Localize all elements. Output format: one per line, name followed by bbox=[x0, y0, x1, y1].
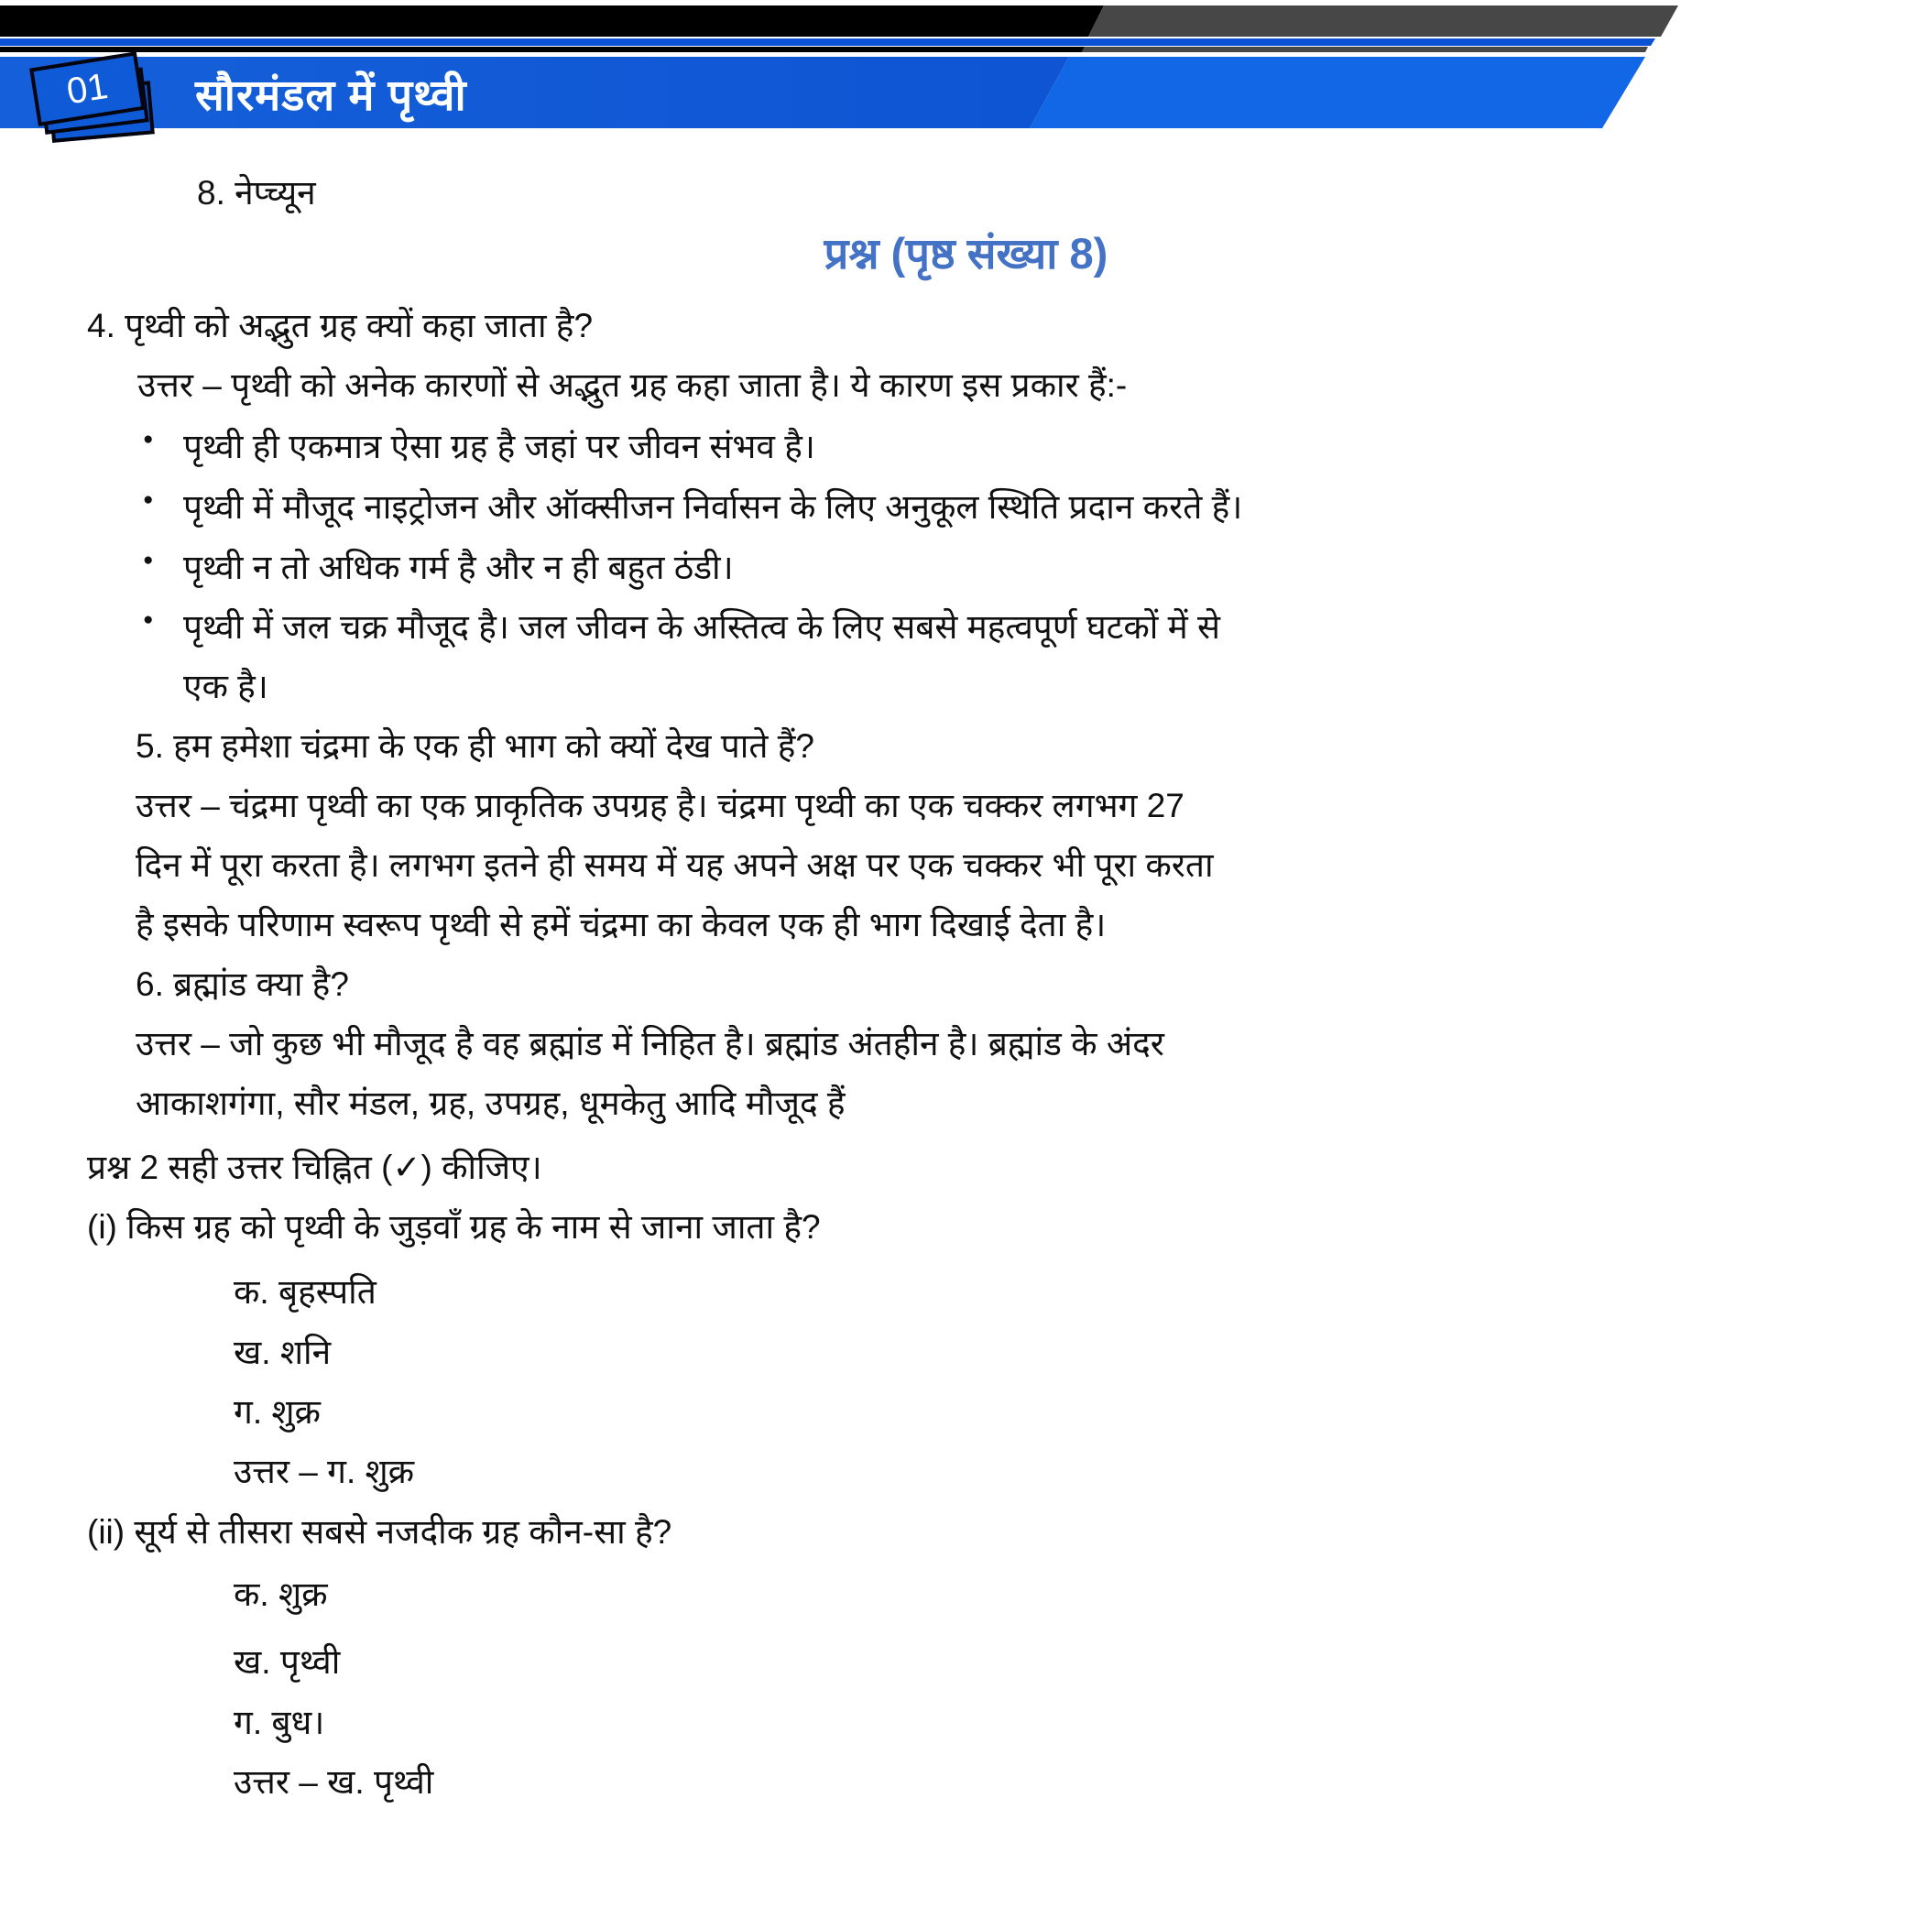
question-4: 4. पृथ्वी को अद्भुत ग्रह क्यों कहा जाता है? bbox=[87, 307, 594, 344]
question-6: 6. ब्रह्मांड क्या है? bbox=[136, 965, 349, 1003]
answer-6-line: उत्तर – जो कुछ भी मौजूद है वह ब्रह्मांड में निहित है। ब्रह्मांड अंतहीन है। ब्रह्मांड के अंदर bbox=[136, 1025, 1164, 1062]
option-ii-a: क. शुक्र bbox=[234, 1575, 328, 1613]
answer-6-line: आकाशगंगा, सौर मंडल, ग्रह, उपग्रह, धूमकेतु आदि मौजूद हैं bbox=[136, 1084, 846, 1122]
header-top-bar bbox=[0, 5, 1686, 37]
option-i-c: ग. शुक्र bbox=[234, 1393, 321, 1431]
header-dark-line bbox=[0, 47, 1649, 52]
answer-5-line: दिन में पूरा करता है। लगभग इतने ही समय में यह अपने अक्ष पर एक चक्कर भी पूरा करता bbox=[136, 846, 1214, 884]
answer-4-bullet: ● पृथ्वी में जल चक्र मौजूद है। जल जीवन के अस्तित्व के लिए सबसे महत्वपूर्ण घटकों में से bbox=[183, 602, 1220, 648]
header-blue-line bbox=[0, 38, 1658, 46]
section-heading: प्रश्न (पृष्ठ संख्या 8) bbox=[824, 229, 1108, 278]
answer-ii: उत्तर – ख. पृथ्वी bbox=[234, 1763, 434, 1801]
option-i-a: क. बृहस्पति bbox=[234, 1273, 377, 1311]
chapter-number: 01 bbox=[63, 65, 111, 113]
q2-instruction: प्रश्न 2 सही उत्तर चिह्नित (✓) कीजिए। bbox=[87, 1149, 542, 1186]
answer-4-bullet-continuation: एक है। bbox=[183, 668, 268, 705]
question-2-i: (i) किस ग्रह को पृथ्वी के जुड़वाँ ग्रह के नाम से जाना जाता है? bbox=[87, 1208, 821, 1246]
chapter-title: सौरमंडल में पृथ्वी bbox=[195, 71, 467, 119]
option-ii-c: ग. बुध। bbox=[234, 1704, 325, 1741]
answer-5-line: उत्तर – चंद्रमा पृथ्वी का एक प्राकृतिक उपग्रह है। चंद्रमा पृथ्वी का एक चक्कर लगभग 27 bbox=[136, 787, 1184, 824]
answer-4-intro: उत्तर – पृथ्वी को अनेक कारणों से अद्भुत ग्रह कहा जाता है। ये कारण इस प्रकार हैं:- bbox=[137, 366, 1128, 404]
answer-4-bullet: ● पृथ्वी न तो अधिक गर्म है और न ही बहुत ठंडी। bbox=[183, 542, 734, 589]
option-i-b: ख. शनि bbox=[234, 1334, 332, 1371]
list-item-neptune: 8. नेप्च्यून bbox=[197, 174, 316, 212]
question-5: 5. हम हमेशा चंद्रमा के एक ही भाग को क्यों देख पाते हैं? bbox=[136, 727, 814, 765]
option-ii-b: ख. पृथ्वी bbox=[234, 1643, 341, 1681]
answer-i: उत्तर – ग. शुक्र bbox=[234, 1453, 415, 1490]
answer-5-line: है इसके परिणाम स्वरूप पृथ्वी से हमें चंद्रमा का केवल एक ही भाग दिखाई देता है। bbox=[136, 906, 1107, 943]
answer-4-bullet: ● पृथ्वी में मौजूद नाइट्रोजन और ऑक्सीजन निर्वासन के लिए अनुकूल स्थिति प्रदान करते हैं। bbox=[183, 482, 1242, 529]
answer-4-bullet: ● पृथ्वी ही एकमात्र ऐसा ग्रह है जहां पर जीवन संभव है। bbox=[183, 421, 815, 468]
question-2-ii: (ii) सूर्य से तीसरा सबसे नजदीक ग्रह कौन-सा है? bbox=[87, 1513, 672, 1551]
